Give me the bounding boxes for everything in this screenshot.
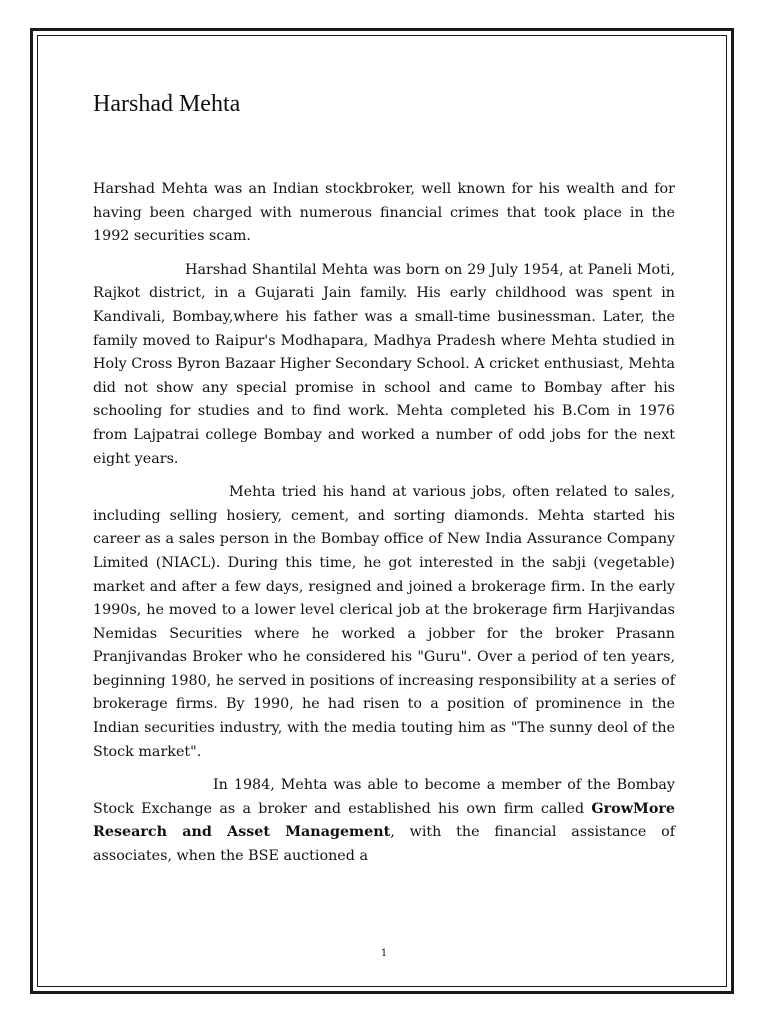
document-body <box>93 88 675 869</box>
paragraph-intro: Harshad Mehta was an Indian stockbroker, well known for his wealth and for having been charged with numerous financial crimes that took place in the 1992 securities scam. <box>93 181 675 245</box>
paragraph-early-life: Harshad Shantilal Mehta was born on 29 July 1954, at Paneli Moti, Rajkot district, in a Gujarati Jain family. His early childhood was spent in Kandivali, Bombay,where his father was a small-time businessman. Later, the family moved to Raipur's Modhapara, Madhya Pradesh where Mehta studied in Holy Cross Byron Bazaar Higher Secondary School. A cricket enthusiast, Mehta did not show any special promise in school and came to Bombay after his schooling for studies and to find work. Mehta completed his B.Com in 1976 from Lajpatrai college Bombay and worked a number of odd jobs for the next eight years. <box>93 261 675 467</box>
firm-name-bold: GrowMore Research and Asset Management <box>93 800 675 841</box>
page-number: 1 <box>380 948 388 959</box>
paragraph-text-before: In 1984, Mehta was able to become a member of the Bombay Stock Exchange as a broker and established his own firm called <box>93 777 675 817</box>
paragraph-text-after: , with the financial assistance of associates, when the BSE auctioned a <box>93 824 676 865</box>
document-title: Harshad Mehta <box>93 91 241 117</box>
paragraph-bse-membership <box>93 774 675 868</box>
paragraph-career: Mehta tried his hand at various jobs, often related to sales, including selling hosiery, cement, and sorting diamonds. Mehta started his career as a sales person in the Bombay office of New India Assurance Company Limited (NIACL). During this time, he got interested in the sabji (vegetable) market and after a few days, resigned and joined a brokerage firm. In the early 1990s, he moved to a lower level clerical job at the brokerage firm Harjivandas Nemidas Securities where he worked a jobber for the broker Prasann Pranjivandas Broker who he considered his "Guru". Over a period of ten years, beginning 1980, he served in positions of increasing responsibility at a series of brokerage firms. By 1990, he had risen to a position of prominence in the Indian securities industry, with the media touting him as "The sunny deol of the Stock market". <box>93 484 675 760</box>
